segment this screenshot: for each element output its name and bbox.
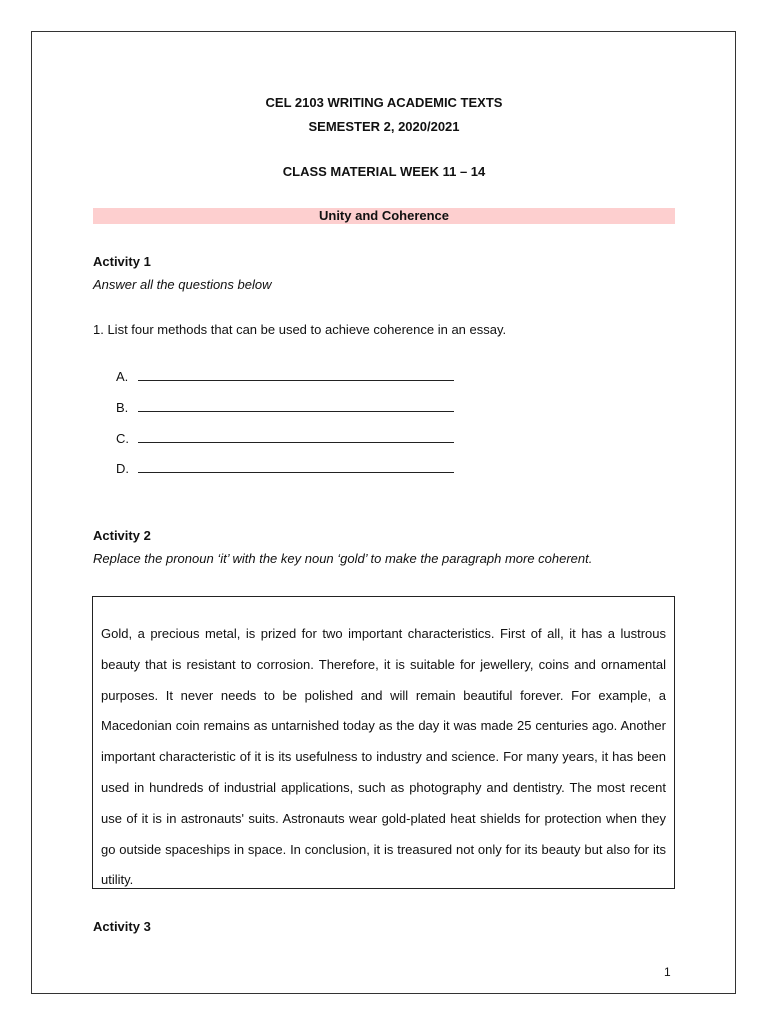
option-letter: D.	[116, 461, 129, 476]
course-title: CEL 2103 WRITING ACADEMIC TEXTS	[265, 95, 503, 110]
activity2-instruction: Replace the pronoun ‘it’ with the key noun ‘gold’ to make the paragraph more coherent.	[93, 551, 593, 566]
paragraph-box	[92, 596, 675, 889]
answer-line-d[interactable]	[116, 460, 454, 476]
gold-paragraph: Gold, a precious metal, is prized for two important characteristics. First of all, it has a lustrous beauty that is resistant to corrosion. Therefore, it is suitable for jewellery, coins and ornamental purposes. It never needs to be polished and will remain beautiful forever. For example, a Macedonian coin remains as untarnished today as the day it was made 25 centuries ago. Another important characteristic of it is its usefulness to industry and science. For many years, it has been used in hundreds of industrial applications, such as photography and dentistry. The most recent use of it is in astronauts' suits. Astronauts wear gold-plated heat shields for protection when they go outside spaceships in space. In conclusion, it is treasured not only for its beauty but also for its utility.	[101, 626, 666, 888]
activity1-question: 1. List four methods that can be used to achieve coherence in an essay.	[93, 322, 507, 337]
activity1-title: Activity 1	[93, 254, 151, 269]
answer-line-b[interactable]	[116, 399, 454, 415]
activity1-instruction: Answer all the questions below	[93, 277, 272, 292]
option-letter: B.	[116, 400, 129, 415]
page-number: 1	[664, 965, 671, 979]
answer-blank[interactable]	[138, 368, 454, 381]
semester-label: SEMESTER 2, 2020/2021	[308, 119, 460, 134]
answer-blank[interactable]	[138, 460, 454, 473]
answer-line-c[interactable]	[116, 430, 454, 446]
option-letter: C.	[116, 431, 129, 446]
activity3-title: Activity 3	[93, 919, 151, 934]
answer-line-a[interactable]	[116, 368, 454, 384]
activity2-title: Activity 2	[93, 528, 151, 543]
class-material-label: CLASS MATERIAL WEEK 11 – 14	[282, 164, 486, 179]
option-letter: A.	[116, 369, 129, 384]
section-title: Unity and Coherence	[93, 208, 675, 224]
answer-blank[interactable]	[138, 399, 454, 412]
answer-blank[interactable]	[138, 430, 454, 443]
